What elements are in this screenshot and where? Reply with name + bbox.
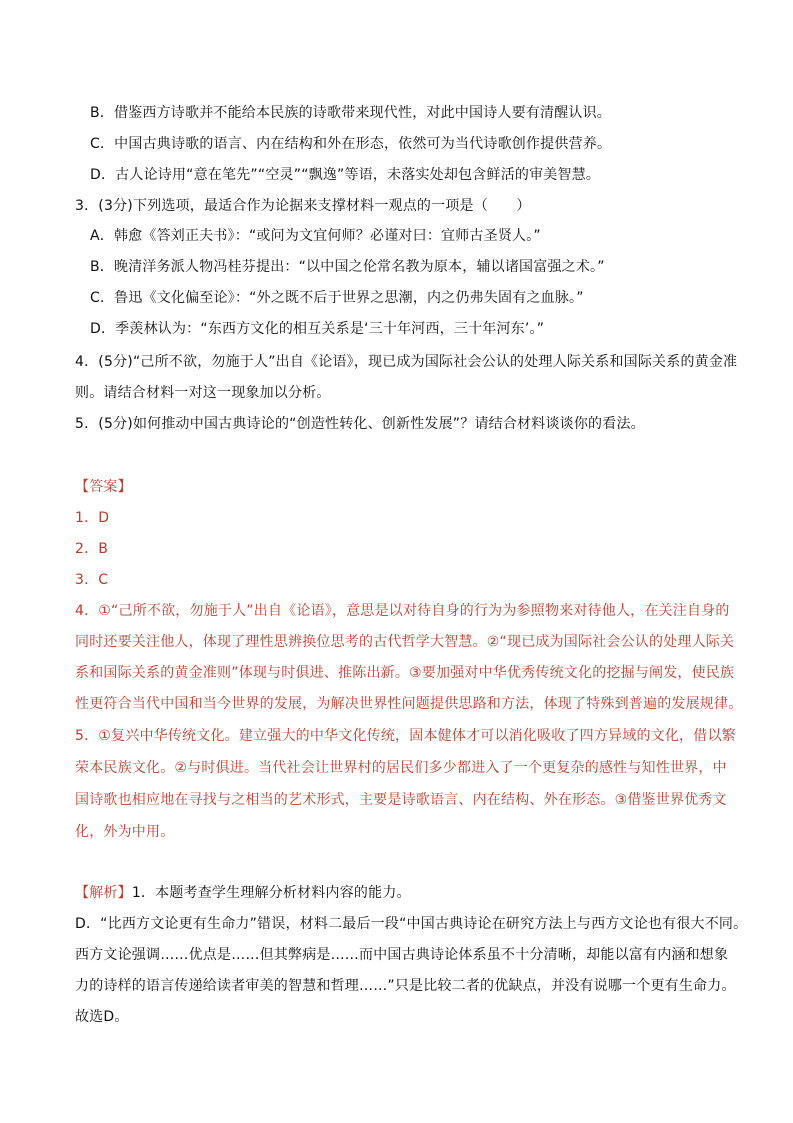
answer-2: 2．B [75,541,109,557]
answer-4-line-2: 同时还要关注他人，体现了理性思辨换位思考的古代哲学大智慧。②“现已成为国际社会公认的处理人际关 [75,634,735,650]
q3-option-c: C．鲁迅《文化偏至论》：“外之既不后于世界之思潮，内之仍弗失固有之血脉。” [90,290,584,306]
q3-option-a: A．韩愈《答刘正夫书》：“或问为文宜何师？必谨对曰：宜师古圣贤人。” [90,228,541,244]
q2-option-d: D．古人论诗用“意在笔先”“空灵”“飘逸”等语，未落实处却包含鲜活的审美智慧。 [90,167,601,183]
answer-5-line-3: 国诗歌也相应地在寻找与之相当的艺术形式，主要是诗歌语言、内在结构、外在形态。③借鉴世界优秀文 [75,792,727,808]
answer-5-line-1: 5．①复兴中华传统文化。建立强大的中华文化传统，固本健体才可以消化吸收了四方异域的文化，借以繁 [75,728,736,744]
answer-1: 1．D [75,510,110,526]
answer-5-line-4: 化，外为中用。 [75,824,175,840]
answer-4-line-3: 系和国际关系的黄金准则”体现与时俱进、推陈出新。③要加强对中华优秀传统文化的挖掘与阐发，使民族 [75,665,735,681]
answer-4-line-4: 性更符合当代中国和当今世界的发展，为解决世界性问题提供思路和方法，体现了特殊到普遍的发展规律。 [75,696,743,712]
analysis-line-3: 西方文论强调……优点是……但其弊病是……而中国古典诗论体系虽不十分清晰，却能以富有内涵和想象 [75,947,729,963]
q5-line-1: 5．(5分)如何推动中国古典诗论的“创造性转化、创新性发展”？请结合材料谈谈你的看法。 [75,416,645,432]
answer-3: 3．C [75,572,109,588]
q4-line-1: 4．(5分)“己所不欲，勿施于人”出自《论语》，现已成为国际社会公认的处理人际关系和国际关系的黄金准 [75,354,738,370]
analysis-line-1-text: 1．本题考查学生理解分析材料内容的能力。 [131,885,411,901]
q2-option-b: B．借鉴西方诗歌并不能给本民族的诗歌带来现代性，对此中国诗人要有清醒认识。 [90,105,612,121]
analysis-line-1 [75,883,411,903]
analysis-line-5: 故选D。 [75,1009,129,1025]
analysis-line-2: D．“比西方文论更有生命力”错误，材料二最后一段“中国古典诗论在研究方法上与西方文论也有很大不同。 [75,916,748,932]
answer-heading: 【答案】 [75,479,132,495]
answer-5-line-2: 荣本民族文化。②与时俱进。当代社会让世界村的居民们多少都进入了一个更复杂的感性与知性世界，中 [75,760,727,776]
q4-line-2: 则。请结合材料一对这一现象加以分析。 [75,385,331,401]
analysis-line-4: 力的诗样的语言传递给读者审美的智慧和哲理……”只是比较二者的优缺点，并没有说哪一个更有生命力。 [75,978,736,994]
analysis-tag: 【解析】 [75,885,132,901]
q3-option-b: B．晚清洋务派人物冯桂芬提出：“以中国之伦常名教为原本，辅以诸国富强之术。” [90,259,605,275]
q3-stem: 3．(3分)下列选项，最适合作为论据来支撑材料一观点的一项是（ ） [75,198,531,214]
q2-option-c: C．中国古典诗歌的语言、内在结构和外在形态，依然可为当代诗歌创作提供营养。 [90,136,612,152]
q3-option-d: D．季羡林认为：“东西方文化的相互关系是‘三十年河西，三十年河东’。” [90,321,545,337]
answer-4-line-1: 4．①“己所不欲，勿施于人”出自《论语》，意思是以对待自身的行为为参照物来对待他人，在关注自身的 [75,603,730,619]
